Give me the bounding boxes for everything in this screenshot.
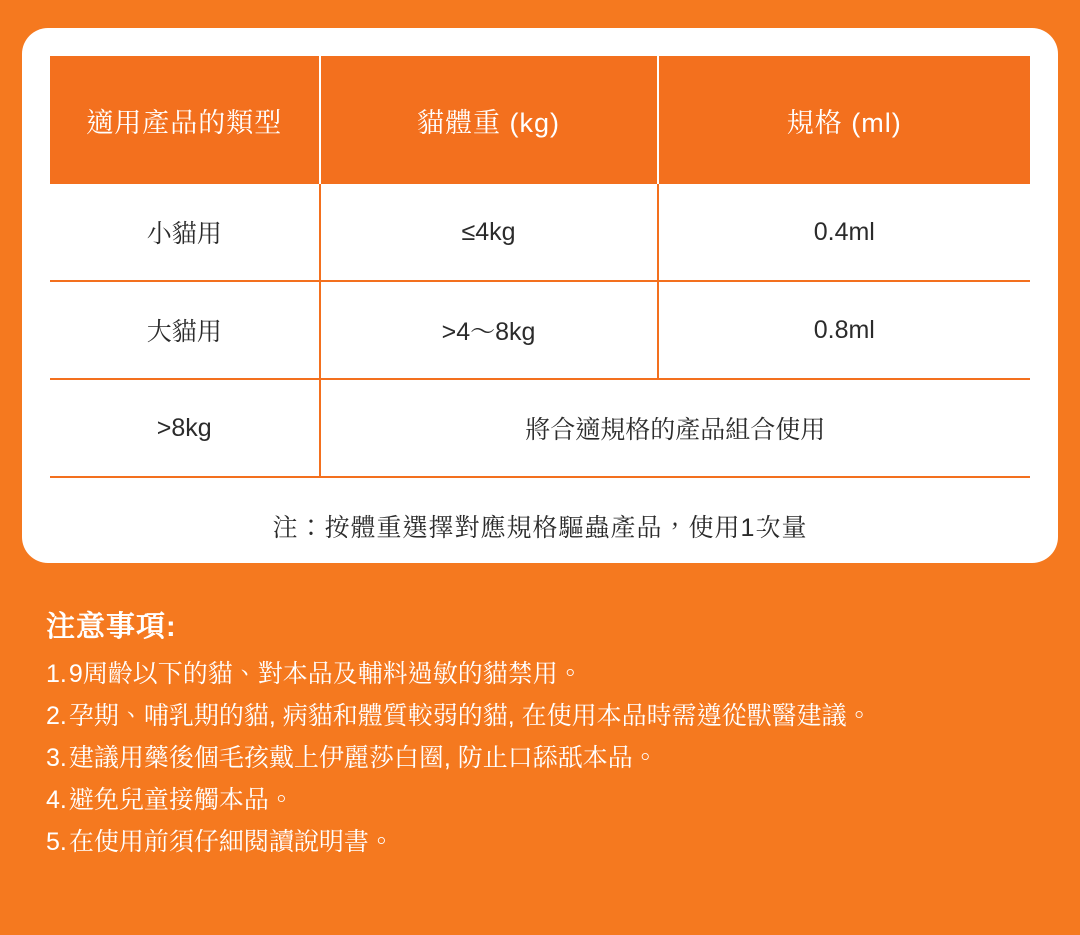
cell-combine-instruction: 將合適規格的產品組合使用 — [320, 379, 1031, 477]
list-item-text: 避免兒童接觸本品。 — [68, 786, 294, 814]
table-row — [50, 281, 1030, 379]
cell-spec: 0.8ml — [658, 281, 1030, 379]
list-item-text: 建議用藥後個毛孩戴上伊麗莎白圈, 防止口舔舐本品。 — [68, 744, 658, 772]
spec-table-wrapper — [50, 56, 1030, 542]
list-item — [46, 697, 1050, 735]
cell-weight: ≤4kg — [320, 184, 658, 281]
list-item-text: 在使用前須仔細閱讀說明書。 — [68, 828, 394, 856]
list-item-number: 5. — [46, 828, 67, 856]
spec-table-card — [22, 28, 1058, 563]
list-item — [46, 739, 1050, 777]
list-item-number: 4. — [46, 786, 67, 814]
list-item-text: 孕期、哺乳期的貓, 病貓和體質較弱的貓, 在使用本品時需遵從獸醫建議。 — [68, 702, 872, 730]
spec-table — [50, 56, 1030, 574]
table-header — [50, 56, 1030, 184]
table-row — [50, 184, 1030, 281]
notes-section — [46, 604, 1050, 865]
cell-type: 小貓用 — [50, 184, 320, 281]
column-header-weight: 貓體重 (kg) — [320, 56, 658, 184]
table-footnote-row — [50, 477, 1030, 574]
table-row-merged — [50, 379, 1030, 477]
table-header-row — [50, 56, 1030, 184]
list-item — [46, 781, 1050, 819]
cell-weight: >4〜8kg — [320, 281, 658, 379]
cell-spec: 0.4ml — [658, 184, 1030, 281]
notes-title: 注意事項: — [46, 611, 177, 643]
list-item-number: 1. — [46, 660, 67, 688]
list-item — [46, 655, 1050, 693]
list-item-number: 3. — [46, 744, 67, 772]
table-footnote: 注：按體重選擇對應規格驅蟲產品，使用1次量 — [272, 514, 808, 542]
cell-type: 大貓用 — [50, 281, 320, 379]
cell-type-heavy: >8kg — [50, 379, 320, 477]
list-item-text: 9周齡以下的貓、對本品及輔料過敏的貓禁用。 — [68, 660, 583, 688]
list-item — [46, 823, 1050, 861]
notes-list — [46, 655, 1050, 861]
list-item-number: 2. — [46, 702, 67, 730]
table-body — [50, 184, 1030, 574]
column-header-spec: 規格 (ml) — [658, 56, 1030, 184]
column-header-type: 適用產品的類型 — [50, 56, 320, 184]
